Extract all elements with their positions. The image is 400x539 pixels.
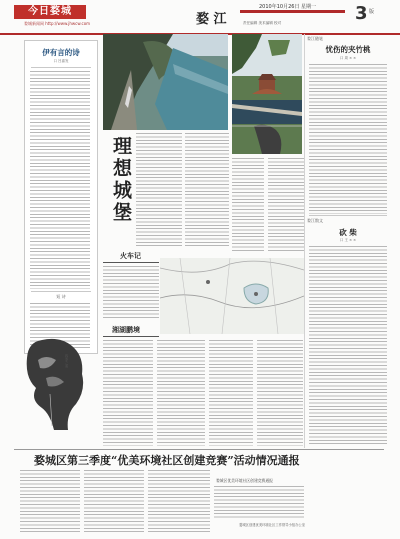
subtitle-lake: 湘湖鹏境: [112, 325, 140, 334]
essay-text-block: [309, 64, 387, 214]
divider: [31, 67, 91, 68]
artwork-caption: 四季之美: [65, 354, 69, 368]
article-text-col-4: [268, 158, 304, 253]
notice-footer: 婺城区创建优美环境社区工作领导小组办公室: [239, 523, 305, 527]
bottom-headline: 婺城区第三季度“优美环境社区创建竞赛”活动情况通报: [34, 454, 300, 467]
divider: [103, 262, 159, 263]
essay-title-oleander: 忧伤的夹竹桃: [325, 45, 371, 54]
logo-url: 婺城新闻网 http://www.jhwcw.com: [24, 21, 91, 26]
poetry-column: [24, 40, 98, 354]
page-label: 版: [369, 9, 375, 15]
cliff-road-photo: [103, 34, 228, 130]
notice-title: 婺城区优美环境社区创建竞赛通报: [216, 478, 273, 483]
short-poems-label: 短 诗: [56, 294, 66, 299]
article-text-col-3: [232, 158, 264, 253]
divider: [14, 449, 384, 450]
pavilion-bridge-photo: [232, 34, 302, 154]
report-text-col-1: [20, 470, 80, 534]
prose-title-firewood: 砍 柴: [339, 228, 357, 237]
essay-byline: 口 周 × ×: [339, 56, 357, 60]
page-number: 3: [355, 3, 368, 24]
train-text-block: [103, 266, 159, 320]
issue-date: 2010年10月26日 星期一: [259, 4, 317, 10]
poetry-byline: 口 吕嘉发: [53, 59, 69, 63]
divider: [31, 291, 91, 292]
right-column: [307, 34, 389, 452]
prose-byline: 口 王 × ×: [339, 238, 357, 242]
prose-text-block: [309, 246, 387, 446]
essay-kicker: 婺江随笔: [307, 36, 323, 41]
header-divider: [240, 10, 345, 13]
feature-title: 理想城堡: [110, 136, 132, 224]
report-text-col-2: [84, 470, 144, 534]
divider: [103, 336, 159, 337]
masthead: [0, 0, 400, 35]
lake-text-col-1: [103, 340, 153, 446]
lake-text-col-4: [257, 340, 303, 446]
section-name: 婺 江: [196, 12, 227, 27]
column-divider: [304, 34, 305, 448]
poetry-text-block: [30, 71, 90, 289]
location-map: [160, 258, 304, 334]
article-text-col-1: [136, 133, 182, 248]
subtitle-train: 火车记: [120, 251, 141, 260]
lake-text-col-3: [209, 340, 253, 446]
lake-text-col-2: [157, 340, 205, 446]
divider: [309, 215, 387, 216]
notice-text-block: [214, 486, 304, 520]
newspaper-logo: 今日婺城: [14, 5, 86, 19]
prose-kicker: 婺江散文: [307, 218, 323, 223]
silhouette-artwork: [20, 330, 92, 430]
editor-credits: 责任编辑 美术编辑 校对: [243, 21, 282, 25]
article-text-col-2: [185, 133, 229, 248]
poetry-title: 伊有言的诗: [42, 48, 80, 57]
